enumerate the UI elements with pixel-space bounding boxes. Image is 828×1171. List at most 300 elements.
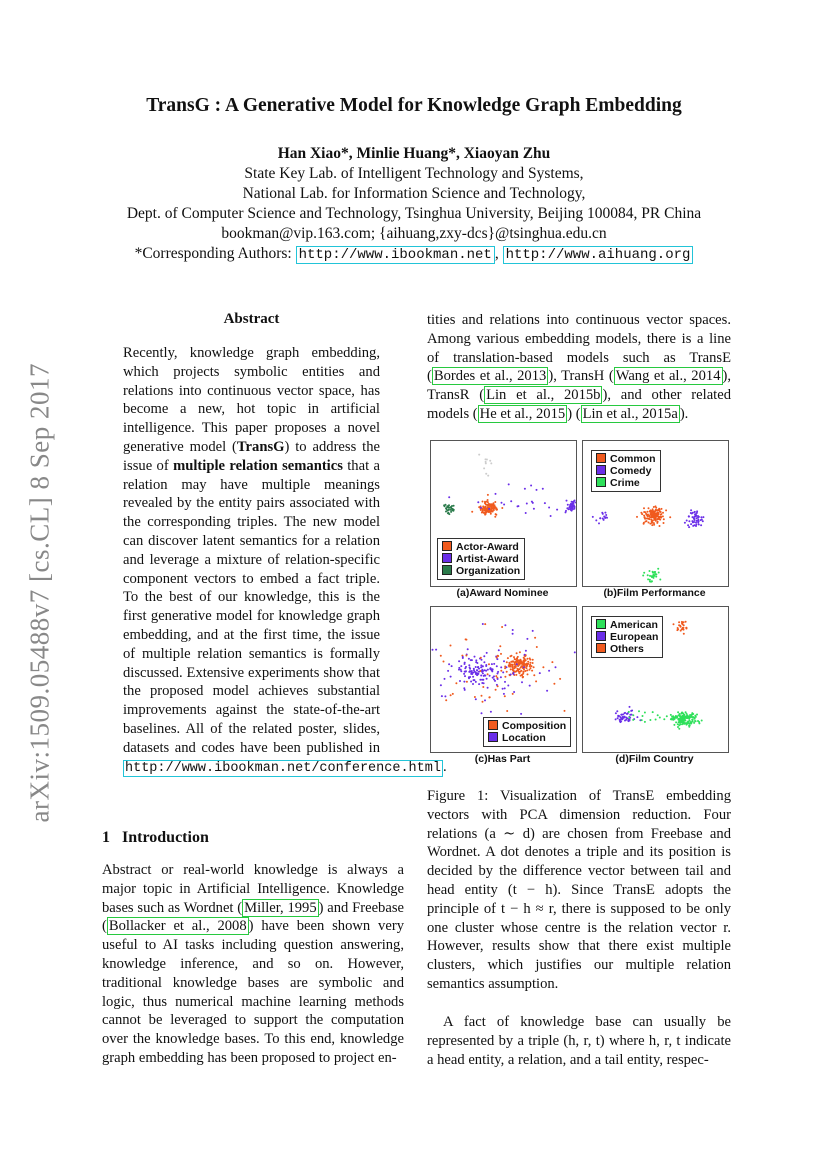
scatter-point xyxy=(508,664,510,666)
scatter-point xyxy=(663,518,665,520)
scatter-point xyxy=(642,575,644,577)
scatter-point xyxy=(468,671,470,673)
citation-lin-2015b[interactable]: Lin et al., 2015b xyxy=(486,387,601,404)
scatter-point xyxy=(691,513,693,515)
scatter-point xyxy=(599,517,601,519)
scatter-point xyxy=(683,719,685,721)
scatter-point xyxy=(550,515,552,517)
scatter-point xyxy=(526,664,528,666)
scatter-point xyxy=(527,661,529,663)
scatter-point xyxy=(440,684,442,686)
scatter-point xyxy=(652,711,654,713)
scatter-point xyxy=(476,674,478,676)
citation-lin-2015a[interactable]: Lin et al., 2015a xyxy=(582,405,678,422)
scatter-point xyxy=(625,719,627,721)
scatter-point xyxy=(496,658,498,660)
scatter-point xyxy=(458,660,460,662)
scatter-point xyxy=(568,508,570,510)
scatter-point xyxy=(529,657,531,659)
scatter-point xyxy=(654,514,656,516)
scatter-point xyxy=(700,519,702,521)
scatter-point xyxy=(467,648,469,650)
swatch-location xyxy=(488,732,498,742)
scatter-point xyxy=(452,693,454,695)
scatter-point xyxy=(546,690,548,692)
scatter-point xyxy=(490,667,492,669)
scatter-point xyxy=(460,670,462,672)
intro-text-3: ) have been shown very useful to AI tasks including question answering, knowledge inference, and so on. However, traditional knowledge bases are symbolic and logic, thus numerical machine learning methods cannot be leveraged to support the computation over the knowledge bases. To this end, knowledge graph embedding has been proposed to project en- xyxy=(102,918,404,1066)
scatter-point xyxy=(500,666,502,668)
scatter-point xyxy=(468,658,470,660)
scatter-point xyxy=(516,663,518,665)
scatter-point xyxy=(465,670,467,672)
scatter-point xyxy=(692,525,694,527)
scatter-point xyxy=(655,509,657,511)
scatter-point xyxy=(475,659,477,661)
scatter-point xyxy=(677,726,679,728)
scatter-point xyxy=(658,572,660,574)
scatter-point xyxy=(435,649,437,651)
scatter-point xyxy=(473,669,475,671)
scatter-point xyxy=(605,514,607,516)
scatter-point xyxy=(539,672,541,674)
scatter-point xyxy=(484,675,486,677)
scatter-point xyxy=(506,671,508,673)
scatter-point xyxy=(450,509,452,511)
scatter-point xyxy=(487,501,489,503)
scatter-point xyxy=(447,512,449,514)
citation-bollacker[interactable]: Bollacker et al., 2008 xyxy=(108,918,247,935)
scatter-point xyxy=(506,710,508,712)
scatter-point xyxy=(485,511,487,513)
scatter-point xyxy=(631,714,633,716)
scatter-point xyxy=(497,685,499,687)
scatter-point xyxy=(486,678,488,680)
scatter-point xyxy=(690,509,692,511)
scatter-point xyxy=(503,504,505,506)
scatter-point xyxy=(510,500,512,502)
scatter-point xyxy=(516,658,518,660)
scatter-point xyxy=(574,506,576,508)
scatter-point xyxy=(465,639,467,641)
scatter-point xyxy=(432,649,434,651)
scatter-point xyxy=(692,718,694,720)
scatter-point xyxy=(662,515,664,517)
scatter-point xyxy=(488,508,490,510)
scatter-point xyxy=(534,637,536,639)
abstract-transg: TransG xyxy=(236,438,285,455)
scatter-point xyxy=(559,678,561,680)
scatter-point xyxy=(500,670,502,672)
abstract-text-3: that a relation may have multiple meanings revealed by the entity pairs associated with the corresponding triples. The new model can discover latent semantics for a relation and leverage a mixture of relation-specific component vectors to embed a fact triple. To the best of our knowledge, this is the first generative model for knowledge graph embedding, and at the first time, the issue of multiple relation semantics is formally discussed. Extensive experiments show that the proposed model achieves substantial improvements against the state-of-the-art baselines. All of the related poster, slides, datasets and codes have been published in xyxy=(123,457,380,756)
scatter-point xyxy=(647,578,649,580)
scatter-point xyxy=(484,501,486,503)
legend-label: Organization xyxy=(456,565,521,577)
legend-a xyxy=(437,538,525,580)
scatter-point xyxy=(471,670,473,672)
link-ibookman[interactable]: http://www.ibookman.net xyxy=(296,246,495,264)
scatter-point xyxy=(443,504,445,506)
figure-caption: Figure 1: Visualization of TransE embedding vectors with PCA dimension reduction. Four relations (a ∼ d) are chosen from Freebase and Wordnet. A dot denotes a triple and its position is decided by the difference vector between tail and head entity (t − h). Since TransE adopts the principle of t − h ≈ r, there is supposed to be only one cluster whose centre is the relation vector r. However, results show that there exist multiple clusters, which justifies our multiple relation semantics assumption. xyxy=(427,788,731,992)
scatter-point xyxy=(677,627,679,629)
right-column-top xyxy=(427,311,731,424)
scatter-point xyxy=(480,675,482,677)
scatter-point xyxy=(520,713,522,715)
scatter-point xyxy=(604,512,606,514)
legend-d-item-2 xyxy=(596,631,658,643)
scatter-point xyxy=(445,511,447,513)
legend-label: Common xyxy=(610,453,656,465)
scatter-point xyxy=(655,520,657,522)
scatter-point xyxy=(688,515,690,517)
swatch-organization xyxy=(442,565,452,575)
swatch-actor-award xyxy=(442,541,452,551)
scatter-point xyxy=(478,506,480,508)
scatter-point xyxy=(483,507,485,509)
scatter-point xyxy=(653,574,655,576)
legend-b xyxy=(591,450,661,492)
scatter-point xyxy=(446,508,448,510)
scatter-point xyxy=(542,666,544,668)
legend-label: Comedy xyxy=(610,465,652,477)
scatter-point xyxy=(564,710,566,712)
scatter-point xyxy=(682,623,684,625)
scatter-point xyxy=(525,512,527,514)
scatter-point xyxy=(690,523,692,525)
abstract-text-1: Recently, knowledge graph embedding, which projects symbolic entities and relations into continuous vector space, has become a new, hot topic in artificial intelligence. This paper proposes a novel generative model ( xyxy=(123,345,380,455)
link-aihuang[interactable]: http://www.aihuang.org xyxy=(503,246,694,264)
scatter-point xyxy=(453,505,455,507)
scatter-point xyxy=(475,666,477,668)
swatch-european xyxy=(596,631,606,641)
scatter-point xyxy=(480,657,482,659)
scatter-point xyxy=(484,699,486,701)
abstract-body xyxy=(123,344,447,778)
scatter-point xyxy=(690,723,692,725)
scatter-point xyxy=(518,671,520,673)
scatter-point xyxy=(532,502,534,504)
scatter-point xyxy=(490,508,492,510)
scatter-point xyxy=(641,719,643,721)
legend-c xyxy=(483,717,571,747)
scatter-point xyxy=(474,696,476,698)
scatter-point xyxy=(651,580,653,582)
scatter-point xyxy=(475,698,477,700)
scatter-point xyxy=(471,659,473,661)
scatter-point xyxy=(695,522,697,524)
scatter-point xyxy=(685,711,687,713)
scatter-point xyxy=(487,499,489,501)
swatch-comedy xyxy=(596,465,606,475)
scatter-point xyxy=(653,512,655,514)
scatter-point xyxy=(476,670,478,672)
scatter-point xyxy=(509,663,511,665)
scatter-point xyxy=(524,654,526,656)
scatter-point xyxy=(486,459,488,461)
scatter-point xyxy=(448,496,450,498)
scatter-point xyxy=(647,574,649,576)
scatter-point xyxy=(604,517,606,519)
scatter-point xyxy=(678,715,680,717)
scatter-point xyxy=(655,573,657,575)
scatter-point xyxy=(504,624,506,626)
scatter-point xyxy=(685,621,687,623)
scatter-point xyxy=(527,673,529,675)
scatter-point xyxy=(643,522,645,524)
scatter-point xyxy=(507,685,509,687)
swatch-american xyxy=(596,619,606,629)
scatter-point xyxy=(649,579,651,581)
citation-wang[interactable]: Wang et al., 2014 xyxy=(615,368,721,385)
scatter-point xyxy=(521,681,523,683)
scatter-point xyxy=(517,659,519,661)
scatter-point xyxy=(551,661,553,663)
scatter-point xyxy=(513,673,515,675)
scatter-point xyxy=(681,712,683,714)
scatter-point xyxy=(665,509,667,511)
scatter-point xyxy=(495,675,497,677)
abstract-text-4: . xyxy=(442,758,447,775)
scatter-point xyxy=(653,577,655,579)
affiliation-line-3: Dept. of Computer Science and Technology, Tsinghua University, Beijing 100084, PR China xyxy=(126,205,702,222)
scatter-point xyxy=(690,715,692,717)
scatter-point xyxy=(526,667,528,669)
scatter-point xyxy=(463,687,465,689)
scatter-point xyxy=(523,666,525,668)
corresponding-prefix: *Corresponding Authors: xyxy=(134,245,296,262)
scatter-point xyxy=(488,663,490,665)
scatter-point xyxy=(497,655,499,657)
scatter-point xyxy=(680,630,682,632)
legend-b-item-3 xyxy=(596,477,656,489)
scatter-point xyxy=(655,576,657,578)
scatter-point xyxy=(629,706,631,708)
scatter-point xyxy=(644,516,646,518)
panel-d xyxy=(582,606,729,753)
scatter-point xyxy=(507,657,509,659)
scatter-point xyxy=(683,633,685,635)
scatter-point xyxy=(532,662,534,664)
scatter-point xyxy=(695,524,697,526)
scatter-point xyxy=(686,721,688,723)
scatter-point xyxy=(514,658,516,660)
right-text-4: ), and other related models ( xyxy=(427,387,731,422)
scatter-point xyxy=(660,511,662,513)
scatter-point xyxy=(489,460,491,462)
scatter-point xyxy=(526,638,528,640)
scatter-point xyxy=(617,717,619,719)
scatter-point xyxy=(677,711,679,713)
scatter-point xyxy=(571,507,573,509)
scatter-point xyxy=(487,687,489,689)
scatter-point xyxy=(492,677,494,679)
scatter-point xyxy=(638,710,640,712)
scatter-point xyxy=(698,721,700,723)
scatter-point xyxy=(452,508,454,510)
scatter-point xyxy=(488,504,490,506)
scatter-point xyxy=(570,503,572,505)
scatter-point xyxy=(701,720,703,722)
scatter-point xyxy=(643,515,645,517)
intro-text-2: ) and Freebase ( xyxy=(102,899,404,935)
scatter-point xyxy=(532,659,534,661)
conference-url-link[interactable]: http://www.ibookman.net/conference.html xyxy=(125,760,441,776)
legend-c-item-2 xyxy=(488,732,566,744)
right-text-3: ), TransR ( xyxy=(427,368,732,404)
scatter-point xyxy=(567,504,569,506)
scatter-point xyxy=(544,502,546,504)
scatter-point xyxy=(477,501,479,503)
scatter-point xyxy=(698,524,700,526)
scatter-point xyxy=(447,670,449,672)
scatter-point xyxy=(643,507,645,509)
scatter-point xyxy=(484,623,486,625)
scatter-point xyxy=(648,522,650,524)
scatter-point xyxy=(497,678,499,680)
scatter-point xyxy=(483,661,485,663)
scatter-point xyxy=(648,518,650,520)
scatter-point xyxy=(485,473,487,475)
scatter-point xyxy=(542,488,544,490)
scatter-point xyxy=(684,522,686,524)
scatter-point xyxy=(482,665,484,667)
scatter-point xyxy=(529,662,531,664)
section-heading-introduction xyxy=(102,829,209,847)
scatter-point xyxy=(475,672,477,674)
citation-he[interactable]: He et al., 2015 xyxy=(479,405,566,422)
scatter-point xyxy=(481,712,483,714)
scatter-point xyxy=(653,506,655,508)
scatter-point xyxy=(494,504,496,506)
scatter-point xyxy=(520,660,522,662)
scatter-point xyxy=(506,661,508,663)
scatter-point xyxy=(621,718,623,720)
scatter-point xyxy=(575,502,576,504)
scatter-point xyxy=(530,667,532,669)
scatter-point xyxy=(693,517,695,519)
scatter-point xyxy=(517,668,519,670)
scatter-point xyxy=(691,520,693,522)
scatter-point xyxy=(632,719,634,721)
scatter-point xyxy=(574,651,576,653)
scatter-point xyxy=(493,663,495,665)
scatter-point xyxy=(531,665,533,667)
scatter-point xyxy=(694,511,696,513)
scatter-point xyxy=(702,516,704,518)
scatter-point xyxy=(517,505,519,507)
legend-label: Composition xyxy=(502,720,567,732)
legend-d-item-3 xyxy=(596,643,658,655)
scatter-point xyxy=(478,454,480,456)
scatter-point xyxy=(512,669,514,671)
scatter-point xyxy=(494,680,496,682)
scatter-point xyxy=(620,714,622,716)
scatter-point xyxy=(688,722,690,724)
scatter-point xyxy=(502,688,504,690)
scatter-point xyxy=(673,623,675,625)
scatter-point xyxy=(515,674,517,676)
scatter-point xyxy=(652,516,654,518)
scatter-point xyxy=(657,714,659,716)
scatter-point xyxy=(482,701,484,703)
intro-text-1: Abstract or real-world knowledge is always a major topic in Artificial Intelligence. Knowledge bases such as Wordnet ( xyxy=(102,862,404,916)
right-text-6: ). xyxy=(679,405,689,422)
scatter-point xyxy=(490,462,492,464)
scatter-point xyxy=(651,522,653,524)
scatter-point xyxy=(572,508,574,510)
scatter-point xyxy=(523,671,525,673)
scatter-point xyxy=(649,523,651,525)
scatter-point xyxy=(531,670,533,672)
scatter-point xyxy=(477,666,479,668)
scatter-point xyxy=(520,675,522,677)
scatter-point xyxy=(495,689,497,691)
legend-c-item-1 xyxy=(488,720,566,732)
panel-b xyxy=(582,440,729,587)
scatter-point xyxy=(648,507,650,509)
scatter-point xyxy=(565,511,567,513)
email-line: bookman@vip.163.com; {aihuang,zxy-dcs}@tsinghua.edu.cn xyxy=(221,225,607,242)
scatter-point xyxy=(553,683,555,685)
scatter-point xyxy=(681,723,683,725)
scatter-point xyxy=(686,627,688,629)
scatter-point xyxy=(466,681,468,683)
scatter-point xyxy=(450,676,452,678)
scatter-point xyxy=(659,525,661,527)
scatter-point xyxy=(659,579,661,581)
scatter-point xyxy=(495,493,497,495)
scatter-point xyxy=(602,518,604,520)
citation-bordes[interactable]: Bordes et al., 2013 xyxy=(433,368,547,385)
scatter-point xyxy=(459,680,461,682)
section-number: 1 xyxy=(102,829,110,846)
scatter-point xyxy=(480,507,482,509)
scatter-point xyxy=(478,683,480,685)
scatter-point xyxy=(675,716,677,718)
scatter-point xyxy=(658,517,660,519)
scatter-point xyxy=(682,621,684,623)
scatter-point xyxy=(479,679,481,681)
scatter-point xyxy=(450,506,452,508)
scatter-point xyxy=(483,655,485,657)
scatter-point xyxy=(695,720,697,722)
scatter-point xyxy=(487,669,489,671)
legend-label: European xyxy=(610,631,659,643)
scatter-point xyxy=(602,513,604,515)
scatter-point xyxy=(482,679,484,681)
scatter-point xyxy=(475,661,477,663)
scatter-point xyxy=(512,693,514,695)
scatter-point xyxy=(672,715,674,717)
panel-a xyxy=(430,440,577,587)
scatter-point xyxy=(657,509,659,511)
scatter-point xyxy=(655,505,657,507)
scatter-point xyxy=(689,720,691,722)
scatter-point xyxy=(669,516,671,518)
scatter-point xyxy=(450,511,452,513)
scatter-point xyxy=(700,516,702,518)
scatter-point xyxy=(464,662,466,664)
scatter-point xyxy=(482,672,484,674)
scatter-point xyxy=(481,695,483,697)
scatter-point xyxy=(681,716,683,718)
scatter-point xyxy=(478,671,480,673)
scatter-point xyxy=(510,674,512,676)
citation-miller[interactable]: Miller, 1995 xyxy=(244,899,317,916)
scatter-point xyxy=(450,694,452,696)
scatter-point xyxy=(473,679,475,681)
scatter-point xyxy=(529,669,531,671)
